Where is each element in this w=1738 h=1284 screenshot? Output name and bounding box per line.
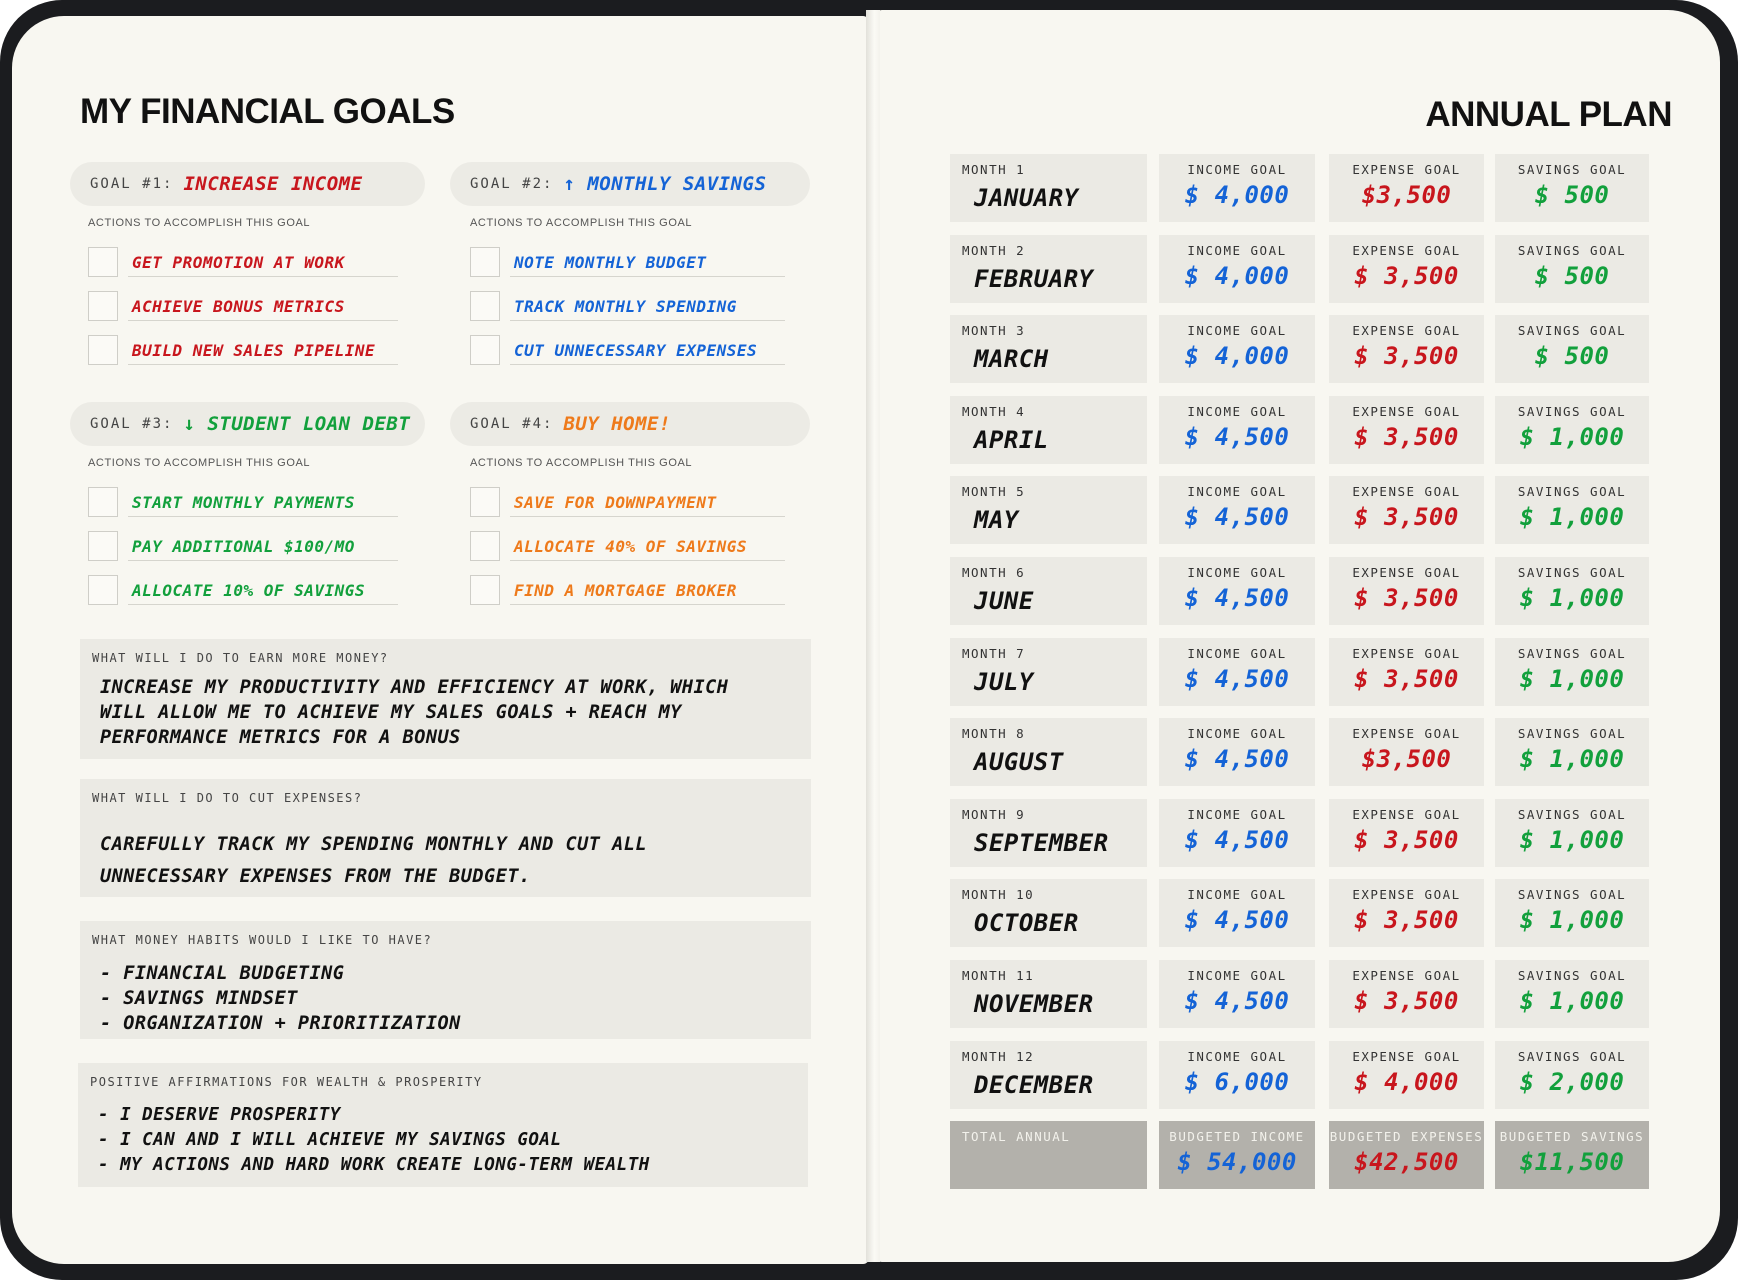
action-text: GET PROMOTION AT WORK — [132, 253, 345, 272]
action-text: ACHIEVE BONUS METRICS — [132, 297, 345, 316]
goal-3-label: GOAL #3: — [90, 416, 174, 432]
income-goal-label: INCOME GOAL — [1187, 323, 1287, 338]
action-item — [88, 245, 398, 279]
action-item — [88, 289, 398, 323]
income-goal-cell — [1159, 638, 1315, 706]
expense-goal-cell — [1329, 557, 1484, 625]
total-annual-label: TOTAL ANNUAL — [962, 1129, 1071, 1144]
action-checkbox[interactable] — [88, 247, 118, 277]
savings-goal-label: SAVINGS GOAL — [1517, 807, 1627, 822]
month-name: MAY — [974, 506, 1019, 534]
month-label: MONTH 7 — [962, 646, 1026, 661]
income-goal-value: $ 4,500 — [1184, 584, 1290, 612]
income-goal-label: INCOME GOAL — [1187, 887, 1287, 902]
income-goal-value: $ 4,000 — [1184, 262, 1290, 290]
action-underline — [128, 364, 398, 365]
expense-goal-label: EXPENSE GOAL — [1352, 887, 1461, 902]
goal-4-text: BUY HOME! — [563, 413, 671, 435]
action-underline — [510, 516, 785, 517]
month-cell — [950, 154, 1147, 222]
month-label: MONTH 11 — [962, 968, 1035, 983]
income-goal-label: INCOME GOAL — [1187, 404, 1287, 419]
action-checkbox[interactable] — [470, 291, 500, 321]
action-text: PAY ADDITIONAL $100/MO — [132, 537, 355, 556]
goal-1-label: GOAL #1: — [90, 176, 174, 192]
actions-label: ACTIONS TO ACCOMPLISH THIS GOAL — [88, 217, 311, 229]
answer-line: CAREFULLY TRACK MY SPENDING MONTHLY AND CUT ALL — [100, 834, 647, 855]
goal-2-label: GOAL #2: — [470, 176, 554, 192]
action-item — [88, 485, 398, 519]
budgeted-savings-value: $11,500 — [1519, 1148, 1625, 1176]
month-label: MONTH 4 — [962, 404, 1026, 419]
savings-goal-value: $ 500 — [1534, 262, 1610, 290]
expense-goal-label: EXPENSE GOAL — [1352, 968, 1461, 983]
answer-line: - I CAN AND I WILL ACHIEVE MY SAVINGS GOAL — [98, 1130, 562, 1150]
budgeted-income-value: $ 54,000 — [1177, 1148, 1297, 1176]
question-1-answer — [100, 675, 728, 750]
goal-3-pill — [70, 402, 425, 446]
income-goal-cell — [1159, 718, 1315, 786]
expense-goal-label: EXPENSE GOAL — [1352, 162, 1461, 177]
month-label: MONTH 2 — [962, 243, 1026, 258]
action-text: NOTE MONTHLY BUDGET — [514, 253, 707, 272]
notebook-spine — [866, 10, 880, 1262]
actions-label: ACTIONS TO ACCOMPLISH THIS GOAL — [88, 457, 311, 469]
answer-line: - ORGANIZATION + PRIORITIZATION — [100, 1013, 461, 1034]
income-goal-cell — [1159, 476, 1315, 544]
goal-1-pill — [70, 162, 425, 206]
month-cell — [950, 557, 1147, 625]
income-goal-label: INCOME GOAL — [1187, 646, 1287, 661]
actions-label: ACTIONS TO ACCOMPLISH THIS GOAL — [470, 217, 693, 229]
expense-goal-value: $ 3,500 — [1354, 503, 1459, 531]
savings-goal-cell — [1495, 557, 1649, 625]
expense-goal-cell — [1329, 396, 1484, 464]
question-2-answer — [100, 829, 647, 893]
income-goal-cell — [1159, 960, 1315, 1028]
income-goal-cell — [1159, 799, 1315, 867]
savings-goal-cell — [1495, 879, 1649, 947]
expense-goal-value: $ 3,500 — [1354, 906, 1459, 934]
action-text: FIND A MORTGAGE BROKER — [514, 581, 737, 600]
budgeted-income-label: BUDGETED INCOME — [1169, 1129, 1305, 1144]
month-cell — [950, 718, 1147, 786]
month-name: APRIL — [974, 426, 1049, 454]
month-cell — [950, 638, 1147, 706]
expense-goal-value: $3,500 — [1361, 181, 1452, 209]
answer-line: - FINANCIAL BUDGETING — [100, 963, 345, 984]
month-name: DECEMBER — [974, 1071, 1094, 1099]
goal-1-text: INCREASE INCOME — [183, 173, 363, 195]
action-checkbox[interactable] — [88, 575, 118, 605]
income-goal-label: INCOME GOAL — [1187, 484, 1287, 499]
savings-goal-cell — [1495, 960, 1649, 1028]
savings-goal-value: $ 1,000 — [1519, 665, 1625, 693]
savings-goal-cell — [1495, 154, 1649, 222]
expense-goal-value: $ 3,500 — [1354, 665, 1459, 693]
goal-3-text: ↓ STUDENT LOAN DEBT — [183, 413, 411, 435]
expense-goal-cell — [1329, 476, 1484, 544]
income-goal-value: $ 4,500 — [1184, 745, 1290, 773]
income-goal-cell — [1159, 396, 1315, 464]
action-text: TRACK MONTHLY SPENDING — [514, 297, 737, 316]
month-name: NOVEMBER — [974, 990, 1094, 1018]
action-underline — [128, 604, 398, 605]
savings-goal-cell — [1495, 315, 1649, 383]
income-goal-cell — [1159, 879, 1315, 947]
savings-goal-cell — [1495, 396, 1649, 464]
month-label: MONTH 1 — [962, 162, 1026, 177]
expense-goal-cell — [1329, 154, 1484, 222]
savings-goal-value: $ 1,000 — [1519, 826, 1625, 854]
question-3-box — [80, 921, 811, 1039]
action-text: ALLOCATE 40% OF SAVINGS — [514, 537, 748, 556]
action-text: ALLOCATE 10% OF SAVINGS — [132, 581, 366, 600]
month-label: MONTH 9 — [962, 807, 1026, 822]
expense-goal-value: $ 3,500 — [1354, 423, 1459, 451]
month-cell — [950, 1041, 1147, 1109]
action-underline — [510, 364, 785, 365]
savings-goal-label: SAVINGS GOAL — [1517, 968, 1627, 983]
savings-goal-label: SAVINGS GOAL — [1517, 565, 1627, 580]
savings-goal-value: $ 2,000 — [1519, 1068, 1625, 1096]
action-underline — [510, 320, 785, 321]
income-goal-label: INCOME GOAL — [1187, 162, 1287, 177]
expense-goal-label: EXPENSE GOAL — [1352, 807, 1461, 822]
month-label: MONTH 5 — [962, 484, 1026, 499]
action-item — [88, 333, 398, 367]
income-goal-value: $ 4,500 — [1184, 906, 1290, 934]
action-checkbox[interactable] — [88, 487, 118, 517]
action-checkbox[interactable] — [88, 335, 118, 365]
savings-goal-label: SAVINGS GOAL — [1517, 887, 1627, 902]
savings-goal-cell — [1495, 638, 1649, 706]
savings-goal-label: SAVINGS GOAL — [1517, 726, 1627, 741]
expense-goal-cell — [1329, 799, 1484, 867]
income-goal-label: INCOME GOAL — [1187, 807, 1287, 822]
expense-goal-label: EXPENSE GOAL — [1352, 1049, 1461, 1064]
month-cell — [950, 315, 1147, 383]
income-goal-value: $ 4,000 — [1184, 181, 1290, 209]
action-checkbox[interactable] — [470, 531, 500, 561]
expense-goal-label: EXPENSE GOAL — [1352, 726, 1461, 741]
month-cell — [950, 396, 1147, 464]
action-underline — [128, 516, 398, 517]
month-label: MONTH 6 — [962, 565, 1026, 580]
budgeted-expenses-value: $42,500 — [1354, 1148, 1459, 1176]
month-cell — [950, 879, 1147, 947]
action-checkbox[interactable] — [470, 487, 500, 517]
income-goal-value: $ 4,000 — [1184, 342, 1290, 370]
action-text: SAVE FOR DOWNPAYMENT — [514, 493, 717, 512]
savings-goal-value: $ 500 — [1534, 342, 1610, 370]
savings-goal-label: SAVINGS GOAL — [1517, 404, 1627, 419]
savings-goal-cell — [1495, 718, 1649, 786]
month-name: JULY — [974, 668, 1034, 696]
income-goal-cell — [1159, 235, 1315, 303]
expense-goal-cell — [1329, 718, 1484, 786]
income-goal-cell — [1159, 315, 1315, 383]
action-underline — [510, 560, 785, 561]
expense-goal-value: $ 3,500 — [1354, 584, 1459, 612]
annual-plan-title: ANNUAL PLAN — [1425, 95, 1672, 134]
savings-goal-label: SAVINGS GOAL — [1517, 323, 1627, 338]
question-1-label: WHAT WILL I DO TO EARN MORE MONEY? — [92, 651, 389, 665]
income-goal-value: $ 4,500 — [1184, 987, 1290, 1015]
question-2-label: WHAT WILL I DO TO CUT EXPENSES? — [92, 791, 363, 805]
month-cell — [950, 799, 1147, 867]
question-4-box — [78, 1063, 808, 1187]
question-1-box — [80, 639, 811, 759]
action-underline — [510, 276, 785, 277]
savings-goal-value: $ 1,000 — [1519, 584, 1625, 612]
month-name: JUNE — [974, 587, 1034, 615]
answer-line: - SAVINGS MINDSET — [100, 988, 298, 1009]
budgeted-expenses-cell — [1329, 1121, 1484, 1189]
month-name: SEPTEMBER — [974, 829, 1109, 857]
savings-goal-value: $ 1,000 — [1519, 423, 1625, 451]
action-item — [470, 333, 785, 367]
budgeted-expenses-label: BUDGETED EXPENSES — [1329, 1129, 1484, 1144]
savings-goal-value: $ 1,000 — [1519, 745, 1625, 773]
savings-goal-cell — [1495, 1041, 1649, 1109]
income-goal-value: $ 4,500 — [1184, 423, 1290, 451]
question-2-box — [80, 779, 811, 897]
action-item — [470, 573, 785, 607]
question-4-label: POSITIVE AFFIRMATIONS FOR WEALTH & PROSPERITY — [90, 1075, 483, 1089]
expense-goal-label: EXPENSE GOAL — [1352, 565, 1461, 580]
action-checkbox[interactable] — [88, 291, 118, 321]
total-annual-cell — [950, 1121, 1147, 1189]
action-checkbox[interactable] — [470, 335, 500, 365]
expense-goal-label: EXPENSE GOAL — [1352, 484, 1461, 499]
action-underline — [510, 604, 785, 605]
action-item — [470, 245, 785, 279]
income-goal-cell — [1159, 557, 1315, 625]
answer-line: PERFORMANCE METRICS FOR A BONUS — [100, 727, 461, 748]
action-item — [470, 485, 785, 519]
month-name: FEBRUARY — [974, 265, 1094, 293]
income-goal-value: $ 6,000 — [1184, 1068, 1290, 1096]
month-label: MONTH 8 — [962, 726, 1026, 741]
action-item — [470, 289, 785, 323]
action-underline — [128, 276, 398, 277]
income-goal-cell — [1159, 154, 1315, 222]
savings-goal-label: SAVINGS GOAL — [1517, 484, 1627, 499]
income-goal-label: INCOME GOAL — [1187, 1049, 1287, 1064]
income-goal-value: $ 4,500 — [1184, 503, 1290, 531]
action-underline — [128, 320, 398, 321]
month-label: MONTH 10 — [962, 887, 1035, 902]
income-goal-label: INCOME GOAL — [1187, 968, 1287, 983]
savings-goal-cell — [1495, 476, 1649, 544]
month-label: MONTH 12 — [962, 1049, 1035, 1064]
month-name: AUGUST — [974, 748, 1064, 776]
savings-goal-label: SAVINGS GOAL — [1517, 243, 1627, 258]
income-goal-value: $ 4,500 — [1184, 665, 1290, 693]
month-name: JANUARY — [974, 184, 1079, 212]
month-name: OCTOBER — [974, 909, 1079, 937]
savings-goal-label: SAVINGS GOAL — [1517, 1049, 1627, 1064]
savings-goal-value: $ 1,000 — [1519, 503, 1625, 531]
expense-goal-value: $ 4,000 — [1354, 1068, 1459, 1096]
income-goal-cell — [1159, 1041, 1315, 1109]
action-item — [88, 573, 398, 607]
answer-line: WILL ALLOW ME TO ACHIEVE MY SALES GOALS + REACH MY — [100, 702, 682, 723]
income-goal-value: $ 4,500 — [1184, 826, 1290, 854]
action-text: CUT UNNECESSARY EXPENSES — [514, 341, 758, 360]
savings-goal-cell — [1495, 799, 1649, 867]
action-checkbox[interactable] — [470, 247, 500, 277]
expense-goal-value: $ 3,500 — [1354, 987, 1459, 1015]
goal-4-pill — [450, 402, 810, 446]
savings-goal-label: SAVINGS GOAL — [1517, 646, 1627, 661]
answer-line: UNNECESSARY EXPENSES FROM THE BUDGET. — [100, 866, 531, 887]
question-3-answer — [100, 961, 461, 1036]
expense-goal-cell — [1329, 315, 1484, 383]
budgeted-savings-label: BUDGETED SAVINGS — [1499, 1129, 1645, 1144]
expense-goal-cell — [1329, 1041, 1484, 1109]
expense-goal-label: EXPENSE GOAL — [1352, 243, 1461, 258]
expense-goal-cell — [1329, 638, 1484, 706]
budgeted-income-cell — [1159, 1121, 1315, 1189]
answer-line: INCREASE MY PRODUCTIVITY AND EFFICIENCY AT WORK, WHICH — [100, 677, 729, 698]
action-text: START MONTHLY PAYMENTS — [132, 493, 355, 512]
action-item — [88, 529, 398, 563]
expense-goal-value: $ 3,500 — [1354, 826, 1459, 854]
expense-goal-label: EXPENSE GOAL — [1352, 404, 1461, 419]
financial-goals-title: MY FINANCIAL GOALS — [80, 92, 455, 131]
answer-line: - MY ACTIONS AND HARD WORK CREATE LONG-TERM WEALTH — [98, 1155, 650, 1175]
goal-4-label: GOAL #4: — [470, 416, 554, 432]
expense-goal-cell — [1329, 960, 1484, 1028]
savings-goal-value: $ 1,000 — [1519, 987, 1625, 1015]
action-checkbox[interactable] — [470, 575, 500, 605]
action-checkbox[interactable] — [88, 531, 118, 561]
action-text: BUILD NEW SALES PIPELINE — [132, 341, 376, 360]
goal-2-pill — [450, 162, 810, 206]
budgeted-savings-cell — [1495, 1121, 1649, 1189]
month-cell — [950, 235, 1147, 303]
action-item — [470, 529, 785, 563]
savings-goal-value: $ 1,000 — [1519, 906, 1625, 934]
expense-goal-cell — [1329, 879, 1484, 947]
answer-line: - I DESERVE PROSPERITY — [98, 1105, 341, 1125]
question-3-label: WHAT MONEY HABITS WOULD I LIKE TO HAVE? — [92, 933, 433, 947]
income-goal-label: INCOME GOAL — [1187, 726, 1287, 741]
action-underline — [128, 560, 398, 561]
actions-label: ACTIONS TO ACCOMPLISH THIS GOAL — [470, 457, 693, 469]
month-cell — [950, 960, 1147, 1028]
expense-goal-value: $ 3,500 — [1354, 262, 1459, 290]
expense-goal-label: EXPENSE GOAL — [1352, 323, 1461, 338]
expense-goal-value: $ 3,500 — [1354, 342, 1459, 370]
goal-2-text: ↑ MONTHLY SAVINGS — [563, 173, 767, 195]
month-name: MARCH — [974, 345, 1049, 373]
month-label: MONTH 3 — [962, 323, 1026, 338]
question-4-answer — [98, 1103, 650, 1178]
income-goal-label: INCOME GOAL — [1187, 243, 1287, 258]
savings-goal-value: $ 500 — [1534, 181, 1610, 209]
expense-goal-label: EXPENSE GOAL — [1352, 646, 1461, 661]
savings-goal-label: SAVINGS GOAL — [1517, 162, 1627, 177]
savings-goal-cell — [1495, 235, 1649, 303]
income-goal-label: INCOME GOAL — [1187, 565, 1287, 580]
expense-goal-value: $3,500 — [1361, 745, 1452, 773]
month-cell — [950, 476, 1147, 544]
expense-goal-cell — [1329, 235, 1484, 303]
